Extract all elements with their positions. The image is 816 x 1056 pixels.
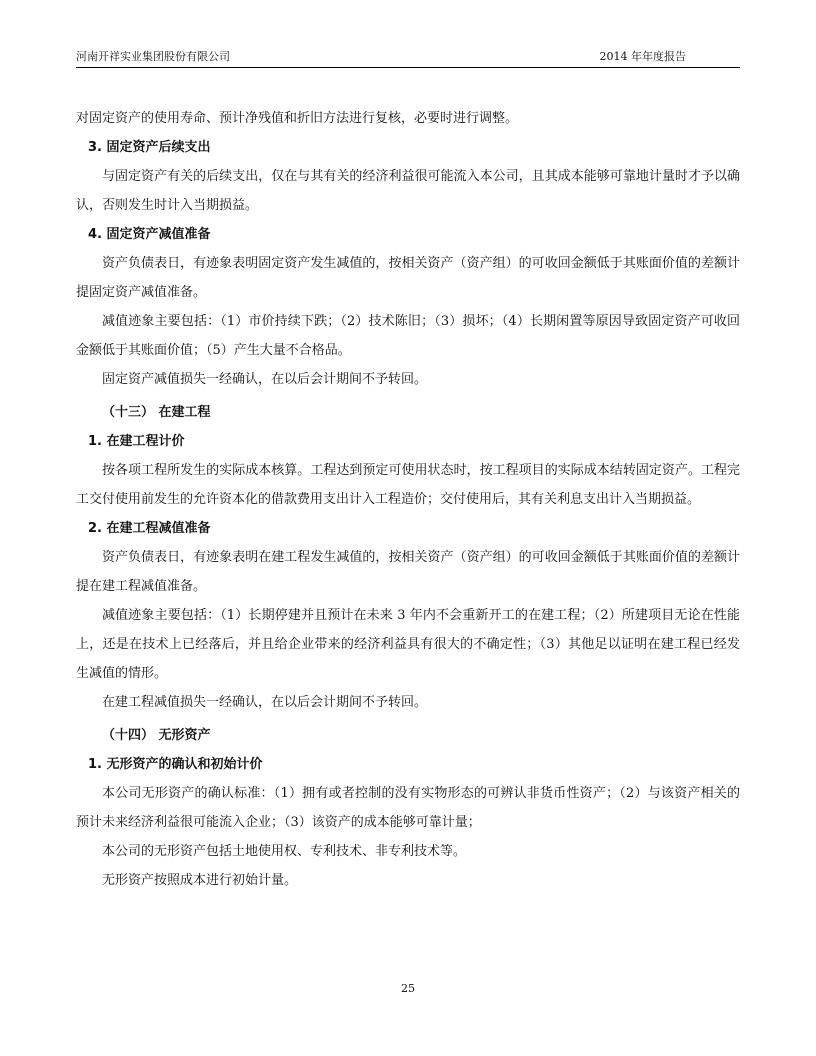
- heading-fixed-asset-subsequent-expenditure: 3. 固定资产后续支出: [88, 140, 211, 155]
- page-number: 25: [401, 982, 415, 995]
- heading-construction-impairment: 2. 在建工程减值准备: [88, 521, 211, 536]
- paragraph: 本公司的无形资产包括土地使用权、专利技术、非专利技术等。: [102, 844, 467, 859]
- paragraph: 本公司无形资产的确认标准：（1）拥有或者控制的没有实物形态的可辨认非货币性资产；（2）与该资产相关的预计未来经济利益很可能流入企业；（3）该资产的成本能够可靠计量；: [76, 786, 740, 830]
- paragraph: 减值迹象主要包括：（1）长期停建并且预计在未来 3 年内不会重新开工的在建工程；（2）所建项目无论在性能上，还是在技术上已经落后，并且给企业带来的经济利益具有很大的不确定性；（3）其他足以证明在建工程已经发生减值的情形。: [76, 608, 740, 681]
- paragraph: 减值迹象主要包括：（1）市价持续下跌；（2）技术陈旧；（3）损坏；（4）长期闲置等原因导致固定资产可收回金额低于其账面价值；（5）产生大量不合格品。: [76, 314, 740, 358]
- heading-intangible-recognition: 1. 无形资产的确认和初始计价: [88, 757, 263, 772]
- page-header: [76, 50, 740, 68]
- heading-fixed-asset-impairment: 4. 固定资产减值准备: [88, 227, 211, 242]
- paragraph: 固定资产减值损失一经确认，在以后会计期间不予转回。: [102, 372, 428, 387]
- paragraph: 与固定资产有关的后续支出，仅在与其有关的经济利益很可能流入本公司，且其成本能够可靠地计量时才予以确认，否则发生时计入当期损益。: [76, 169, 740, 213]
- section-heading-construction-in-progress: （十三） 在建工程: [102, 405, 211, 420]
- paragraph: 无形资产按照成本进行初始计量。: [102, 873, 298, 888]
- paragraph: 在建工程减值损失一经确认，在以后会计期间不予转回。: [102, 695, 428, 710]
- paragraph: 按各项工程所发生的实际成本核算。工程达到预定可使用状态时，按工程项目的实际成本结转固定资产。工程完工交付使用前发生的允许资本化的借款费用支出计入工程造价；交付使用后，其有关利息支出计入当期损益。: [76, 463, 740, 507]
- document-body: [76, 104, 740, 895]
- paragraph: 对固定资产的使用寿命、预计净残值和折旧方法进行复核，必要时进行调整。: [76, 111, 519, 126]
- heading-construction-valuation: 1. 在建工程计价: [88, 434, 185, 449]
- paragraph: 资产负债表日，有迹象表明在建工程发生减值的，按相关资产（资产组）的可收回金额低于其账面价值的差额计提在建工程减值准备。: [76, 550, 740, 594]
- paragraph: 资产负债表日，有迹象表明固定资产发生减值的，按相关资产（资产组）的可收回金额低于其账面价值的差额计提固定资产减值准备。: [76, 256, 740, 300]
- section-heading-intangible-assets: （十四） 无形资产: [102, 728, 211, 743]
- header-company: 河南开祥实业集团股份有限公司: [76, 50, 230, 63]
- header-report-title: 2014 年年度报告: [599, 50, 686, 63]
